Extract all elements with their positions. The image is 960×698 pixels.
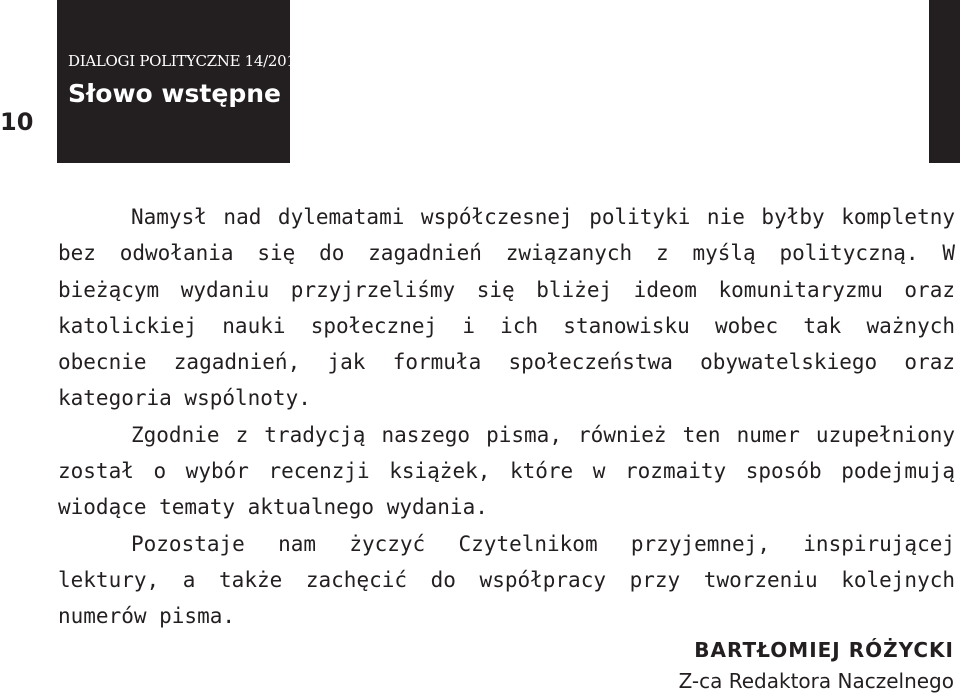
- paragraph: Namysł nad dylematami współczesnej polityki nie byłby kompletny bez odwołania się do zagadnień związanych z myślą polityczną. W bieżącym wydaniu przyjrzeliśmy się bliżej ideom komunitaryzmu oraz katolickiej nauki społecznej i ich stanowisku wobec tak ważnych obecnie zagadnień, jak formuła społeczeństwa obywatelskiego oraz kategoria wspólnoty.: [58, 205, 955, 411]
- article-body: [58, 199, 955, 635]
- signature: [679, 636, 954, 698]
- edge-bar: [929, 0, 960, 163]
- paragraph: Pozostaje nam życzyć Czytelnikom przyjemnej, inspirującej lektury, a także zachęcić do współpracy przy tworzeniu kolejnych numerów pisma.: [58, 531, 955, 629]
- section-title: Słowo wstępne: [68, 79, 281, 108]
- page-number: 10: [0, 108, 34, 136]
- author-role: Z-ca Redaktora Naczelnego: [678, 669, 954, 693]
- journal-title: DIALOGI POLITYCZNE 14/2011: [68, 52, 305, 70]
- paragraph: Zgodnie z tradycją naszego pisma, również ten numer uzupełniony został o wybór recenzji książek, które w rozmaity sposób podejmują wiodące tematy aktualnego wydania.: [58, 422, 955, 520]
- header-block: [57, 0, 305, 163]
- author-name: BARTŁOMIEJ RÓŻYCKI: [694, 638, 954, 662]
